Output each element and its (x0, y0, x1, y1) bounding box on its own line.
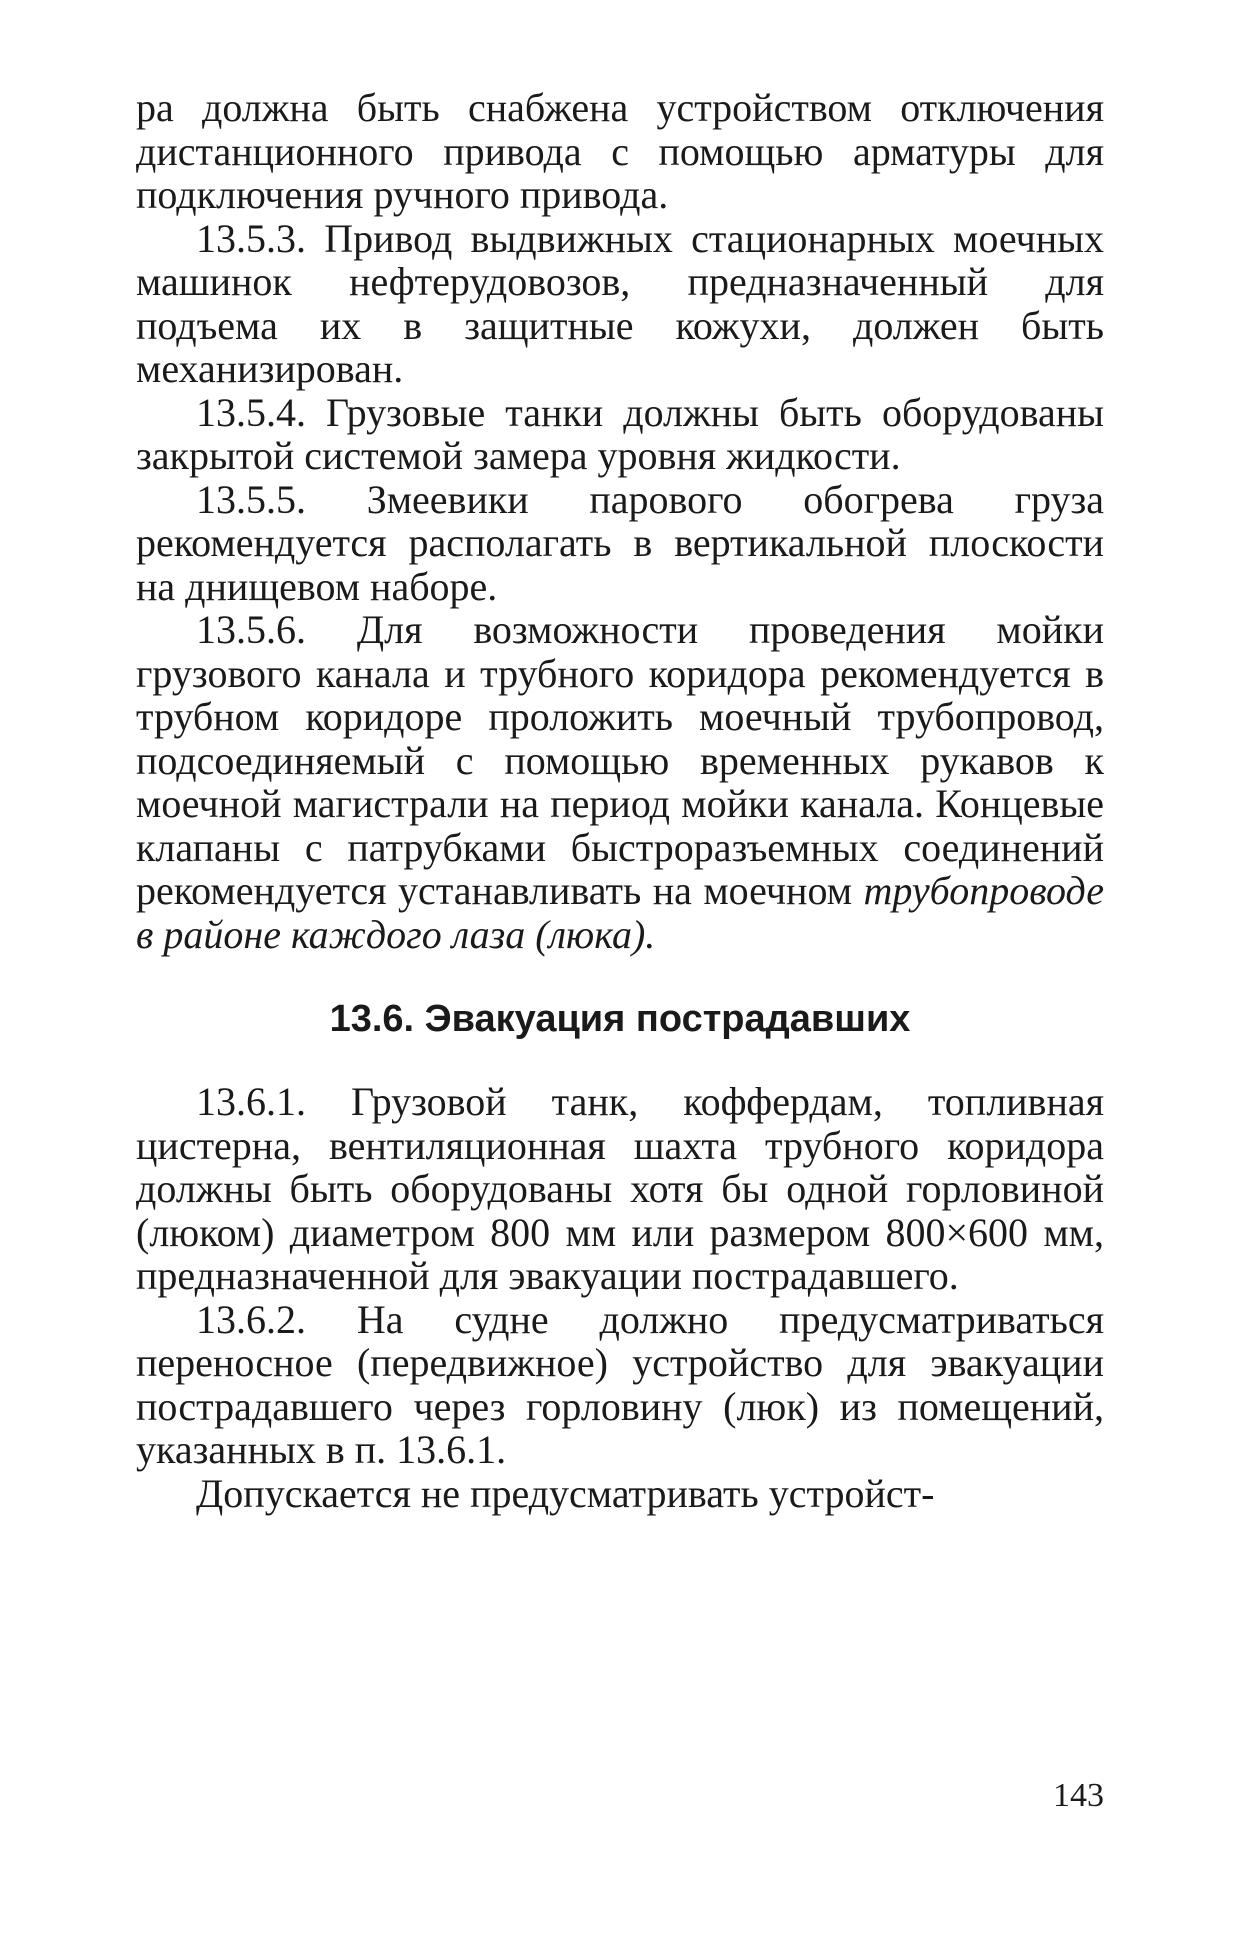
paragraph-13-5-5: 13.5.5. Змеевики парового обогрева груза рекомендуется располагать в вертикальной плоскости на днищевом наборе. (136, 476, 1104, 609)
paragraph-13-5-6 (136, 608, 1104, 956)
paragraph-13-5-6-italic: трубопроводе в районе каждого лаза (люка). (136, 868, 1104, 957)
paragraph-13-5-4: 13.5.4. Грузовые танки должны быть оборудованы закрытой системой замера уровня жидкости. (136, 389, 1104, 478)
paragraph-continuation: ра должна быть снабжена устройством отключения дистанционного привода с помощью арматуры для подключения ручного привода. (136, 85, 1104, 217)
paragraph-13-5-6-text: 13.5.6. Для возможности проведения мойки грузового канала и трубного коридора рекомендуется в трубном коридоре проложить моечный трубопровод, подсоединяемый с помощью временных рукавов к моечной магистрали на период мойки канала. Концевые клапаны с патрубками быстроразъемных соединений рекомендуется устанавливать на моечном (136, 607, 1104, 913)
paragraph-13-6-1: 13.6.1. Грузовой танк, коффердам, топливная цистерна, вентиляционная шахта трубного коридора должны быть оборудованы хотя бы одной горловиной (люком) диаметром 800 мм или размером 800×600 мм, предназначенной для эвакуации пострадавшего. (136, 1079, 1104, 1298)
section-heading: 13.6. Эвакуация пострадавших (329, 998, 911, 1040)
paragraph-continued: Допускается не предусматривать устройст- (196, 1470, 935, 1516)
paragraph-13-5-3: 13.5.3. Привод выдвижных стационарных моечных машинок нефтерудовозов, предназначенный для подъема их в защитные кожухи, должен быть механизирован. (136, 215, 1104, 391)
page-number: 143 (1053, 1777, 1104, 1814)
book-page (136, 86, 1104, 1886)
paragraph-13-6-2: 13.6.2. На судне должно предусматриваться переносное (передвижное) устройство для эвакуации пострадавшего через горловину (люк) из помещений, указанных в п. 13.6.1. (136, 1296, 1104, 1472)
